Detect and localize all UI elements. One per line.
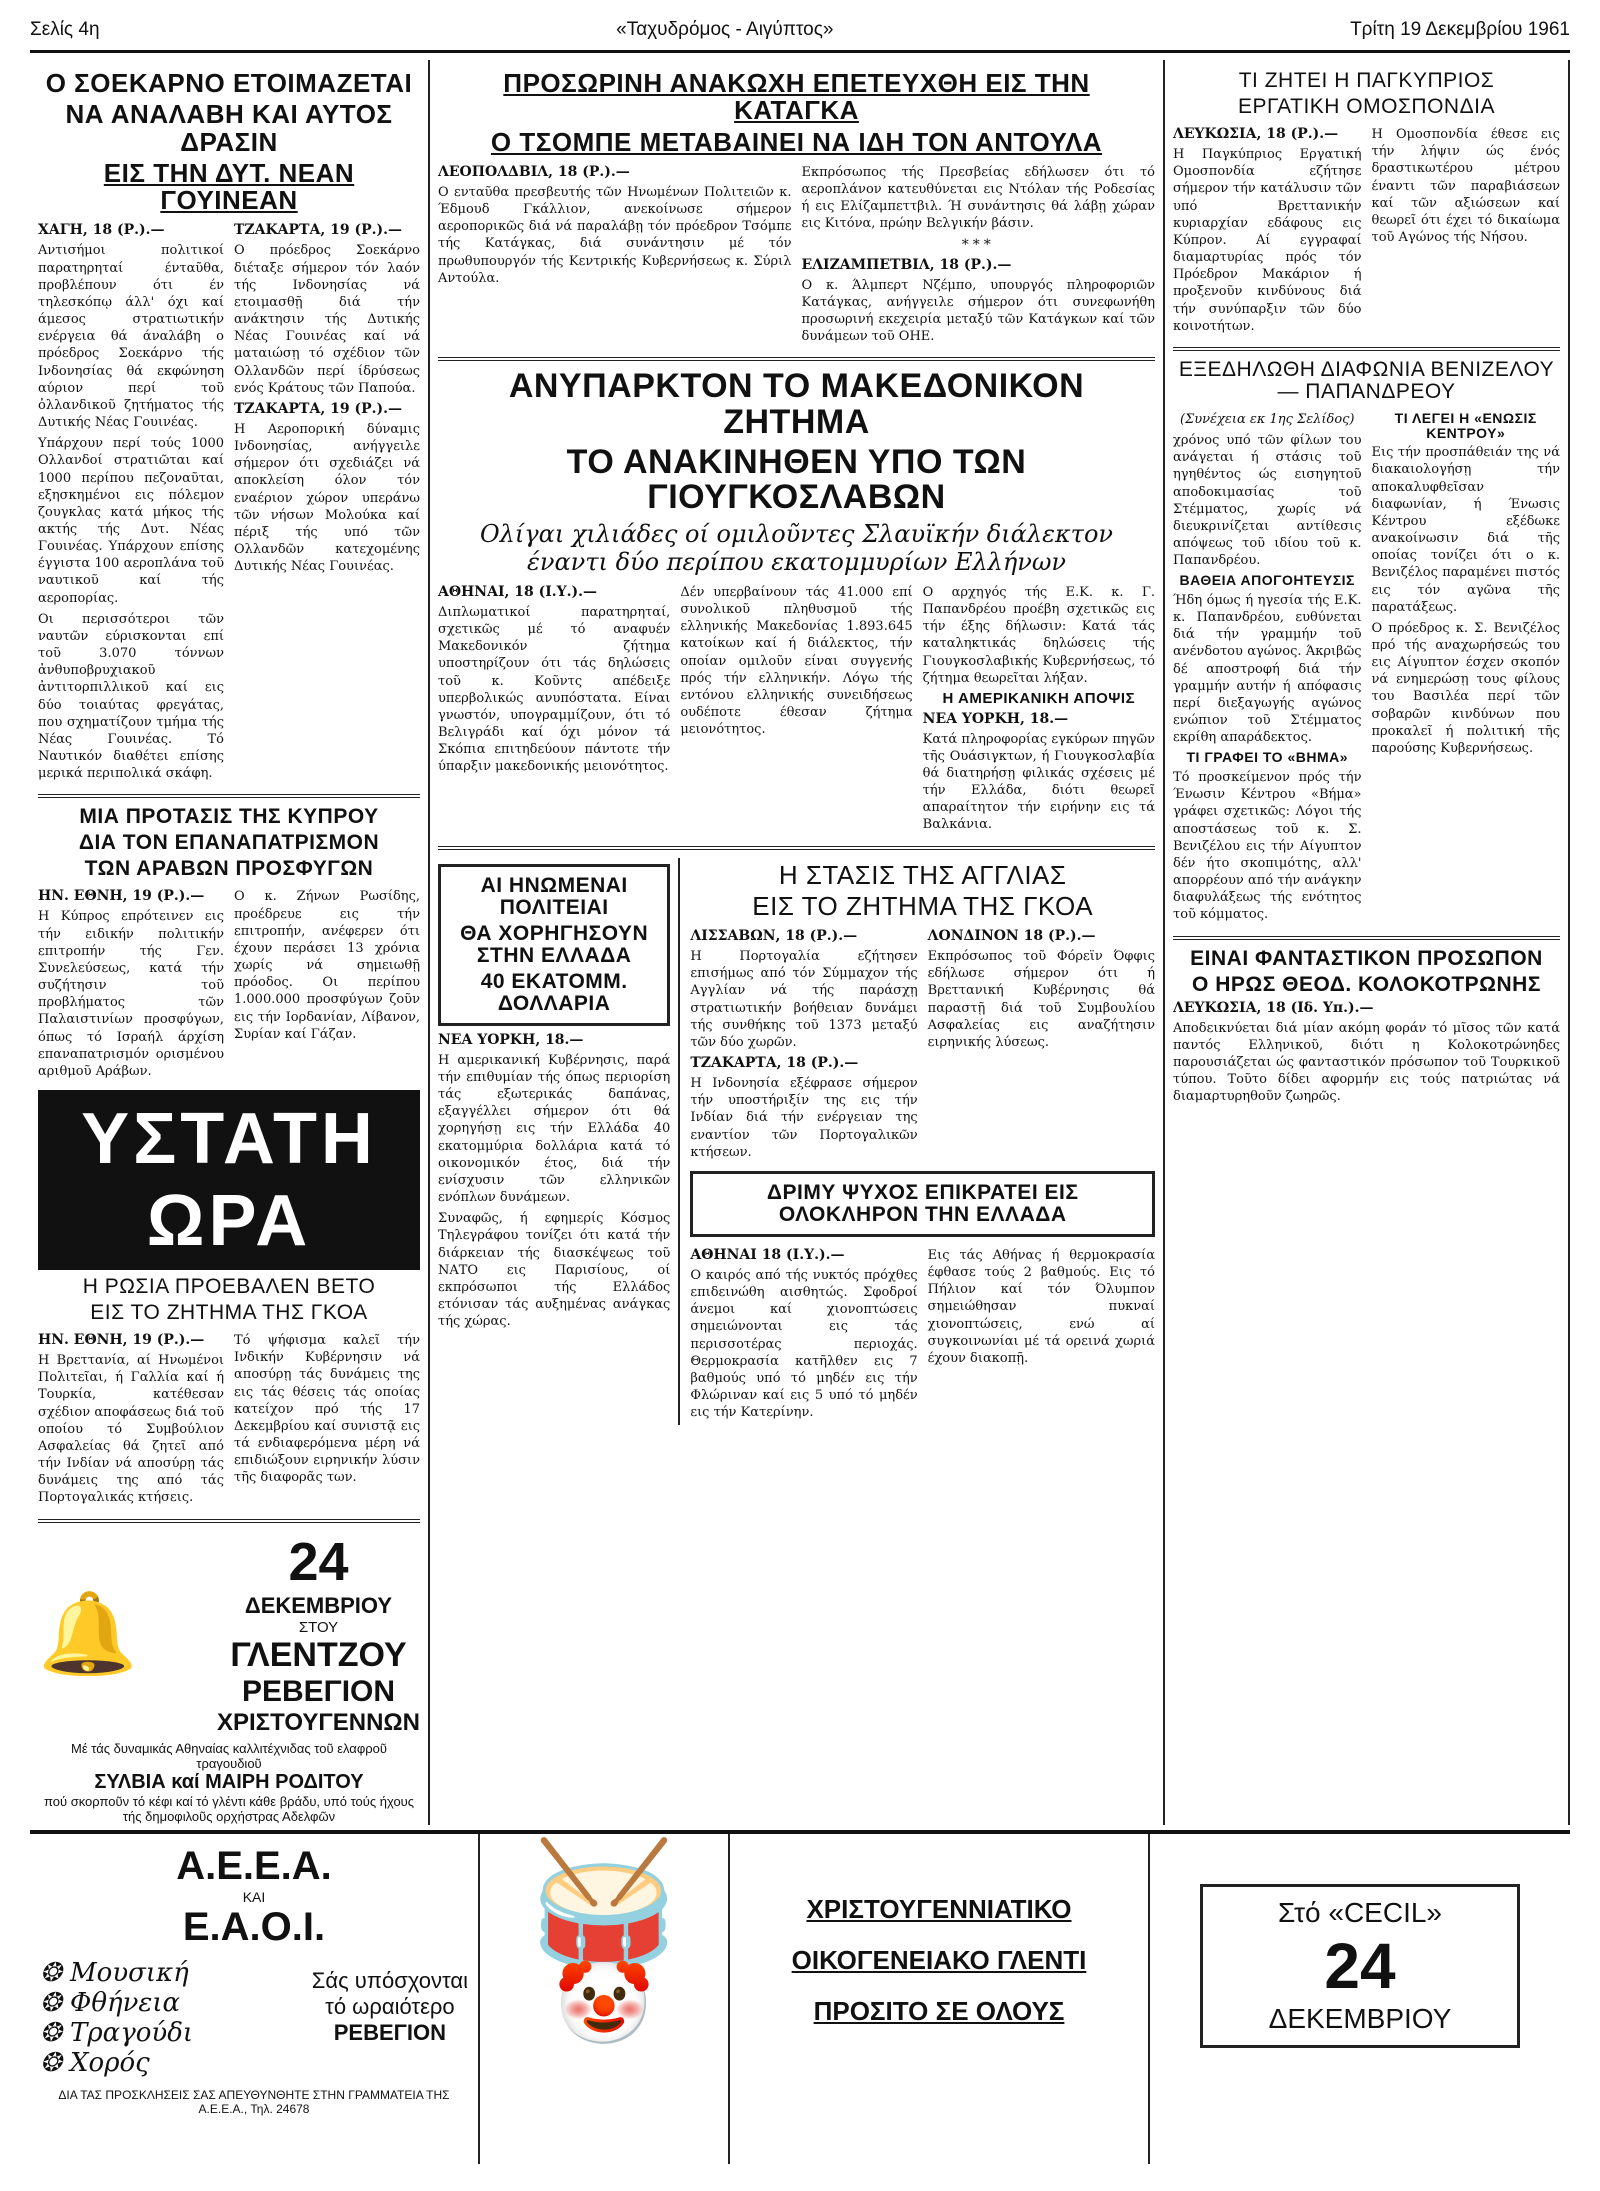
dateline: ΧΑΓΗ, 18 (Ρ.).— [38, 222, 165, 239]
ad-title: Α.Ε.Ε.Α. [176, 1844, 332, 1888]
headline-kolokotronis-2: Ο ΗΡΩΣ ΘΕΟΔ. ΚΟΛΟΚΟΤΡΩΝΗΣ [1192, 972, 1541, 996]
headline-england-goa-1: Η ΣΤΑΣΙΣ ΤΗΣ ΑΓΓΛΙΑΣ [778, 859, 1067, 890]
dateline: ΛΕΟΠΟΛΔΒΙΛ, 18 (Ρ.).— [438, 163, 630, 180]
article-text: Ήδη όμως ή ηγεσία τής Ε.Κ. κ. Παπανδρέου, ευθύνεται διά τήν γραμμήν τοῦ ανένδοτου αγώνος. Άκριβῶς δέ αποστροφή διά τήν γραμμήν αυτήν ή απόφασις περί διεξαγωγής αγώνος ενώπιον τοῦ Στέμματος εκρίθη απαράδεκτος. [1173, 593, 1362, 746]
article-text: Ο αρχηγός τής Ε.Κ. κ. Γ. Παπανδρέου προέβη σχετικῶς εις τήν έξης δήλωσιν: Κατά τάς καταληκτικάς δηλώσεις τής Γιουγκοσλαβικής Κυβερνήσεως, τό ζήτημα θεωρεῖται λήξαν. [922, 584, 1155, 686]
ad-text: πού σκορποῦν τό κέφι καί τό γλέντι κάθε βράδυ, υπό τούς ήχους τής δημοφιλοῦς ορχήστρας Αδελφῶν [43, 1793, 415, 1824]
family-party-advertisement [730, 1834, 1150, 2164]
article-text: Εις τάς Αθήνας ή θερμοκρασία έφθασε τούς 2 βαθμούς. Εις τό Πήλιον καί τόν Όλυμπον σημειώθησαν πυκναί χιονοπτώσεις, ενώ αί συγκοινωνίαι μέ τά ορεινά χωριά έχουν διακοπῇ. [927, 1247, 1156, 1366]
column-1 [30, 60, 430, 1825]
ad-item: ❂ Φθήνεια [40, 1988, 181, 2018]
paper-name: «Ταχυδρόμος - Αιγύπτος» [616, 19, 834, 40]
article-text: Δέν υπερβαίνουν τάς 41.000 επί συνολικοῦ πληθυσμοῦ τής ελληνικής Μακεδονίας 1.893.645 κατοίκων καί ή διάλεκτος, τήν οποίαν ομιλοῦν είναι συγγενής πρός τήν ελληνικήν. Λόγω τής εντόνου ελληνικής συνειδήσεως ουδέποτε έθεσαν ζήτημα μειονότητος. [680, 584, 913, 738]
separator: *** [961, 236, 995, 253]
article-text: Εκπρόσωπος τής Πρεσβείας εδήλωσεν ότι τό αεροπλάνον κατευθύνεται εις Ντόλαν τής Ροδεσίας ή εις Ελίζαμπεττβιλ. Ή συνάντησις θά λάβῃ χώραν εις Κιτόνα, πρώην Βελγικήν βάσιν. [801, 164, 1155, 232]
article-text: Υπάρχουν περί τούς 1000 Ολλανδοί στρατιῶται καί 1000 περίπου πεζοναῦται, εξησκημένοι εις πόλεμον ζουγκλας κατά μήκος τής ακτής τής Δυτ. Νέας Γουινέας. Υπάρχουν επίσης έγγιστα 100 αεροπλάνα τοῦ ναυτικοῦ καί τής αεροπορίας. [38, 436, 224, 606]
dateline: ΛΕΥΚΩΣΙΑ, 18 (Ιδ. Υπ.).— [1173, 999, 1374, 1016]
headline-usa-aid-1: ΑΙ ΗΝΩΜΕΝΑΙ ΠΟΛΙΤΕΙΑΙ [480, 873, 628, 919]
dateline: ΤΖΑΚΑΡΤΑ, 18 (Ρ.).— [690, 1055, 859, 1072]
article-text: Αποδεικνύεται διά μίαν ακόμη φοράν τό μῖσος τῶν κατά παντός Ελληνικοῦ, διότι η Κολοκοτρώνηδες παρουσιάζεται ώς φανταστικόν πρόσωπον τοῦ Τουρκικοῦ τύπου. Τοῦτο δίδει αφορμήν εις τούς πατριώτας νά διαμαρτυρηθοῦν ζωηρῶς. [1173, 1020, 1560, 1105]
column-4 [1165, 60, 1570, 1825]
headline-katanga-1: ΠΡΟΣΩΡΙΝΗ ΑΝΑΚΩΧΗ ΕΠΕΤΕΥΧΘΗ ΕΙΣ ΤΗΝ ΚΑΤΑΓΚΑ [503, 68, 1090, 126]
column-center [430, 60, 1165, 1825]
dateline: ΑΘΗΝΑΙ 18 (Ι.Υ.).— [690, 1246, 845, 1263]
ad-item: ❂ Μουσική [40, 1958, 189, 1988]
ad-offer: τό ωραιότερο [325, 1994, 455, 2019]
headline-veto-1: Η ΡΩΣΙΑ ΠΡΟΕΒΑΛΕΝ ΒΕΤΟ [82, 1275, 376, 1299]
article-text: Η Ινδονησία εξέφρασε σήμερον τήν υποστήριξίν της εις τήν Ινδίαν διά τήν ενέργειαν της εναντίον τῶν Πορτογαλικῶν κτήσεων. [690, 1076, 918, 1160]
subheading: ΒΑΘΕΙΑ ΑΠΟΓΟΗΤΕΥΣΙΣ [1179, 572, 1355, 589]
ad-item: ❂ Χορός [40, 2048, 150, 2078]
clown-icon: 🤡 [554, 1957, 654, 2050]
article-text: Αντισήμοι πολιτικοί παρατηρηταί ένταῦθα, προβλέπουν ότι έν τηλεσκόπῳ άλλ' όχι καί άμεσος στρατιωτικήν ενέργεια θά άναλάβη ο πρόεδρος Σοεκάρνο τής Ινδονησίας θά εκφώνηση αύριον περί τοῦ ὀλλανδικοῦ ζητήματος τής Δυτικής Νέας Γουινέας. [38, 243, 224, 431]
headline-venizelos-papandreou: ΕΞΕΔΗΛΩΘΗ ΔΙΑΦΩΝΙΑ ΒΕΝΙΖΕΛΟΥ — ΠΑΠΑΝΔΡΕΟΥ [1178, 357, 1555, 403]
headline-cold: ΔΡΙΜΥ ΨΥΧΟΣ ΕΠΙΚΡΑΤΕΙ ΕΙΣ ΟΛΟΚΛΗΡΟΝ ΤΗΝ ΕΛΛΑΔΑ [766, 1180, 1079, 1226]
article-text: Ο ενταῦθα πρεσβευτής τῶν Ηνωμένων Πολιτειῶν κ. Έδμουδ Γκάλλιον, ανεκοίνωσε σήμερον αεροπορικῶς διά νά παραλάβῃ τόν πρόεδρον Τσόμπε τής Κατάγκας, διά συνάντησιν μέ τόν πρωθυπουργόν τής Κεντρικής Κυβερνήσεως κ. Σύριλ Αντούλα. [438, 184, 792, 286]
ad-singers: ΣΥΛΒΙΑ καί ΜΑΙΡΗ ΡΟΔΙΤΟΥ [94, 1770, 364, 1793]
divider [1173, 936, 1560, 940]
article-text: Τό προσκείμενον πρός τήν Ένωσιν Κέντρου «Βήμα» γράφει σχετικῶς: Λόγοι τής αποστάσεως τοῦ κ. Σ. Βενιζέλου εις τήν Αίγυπτον δέν ήτο σκοπιμότης, αλλ' απορρέουν από τήν ανάγκην διαφυλάξεως τής ενότητος τοῦ κόμματος. [1173, 770, 1362, 923]
ad-offer: Σάς υπόσχονται [311, 1968, 468, 1993]
headline-veto-2: ΕΙΣ ΤΟ ΖΗΤΗΜΑ ΤΗΣ ΓΚΟΑ [90, 1301, 368, 1325]
headline-cyprus-3: ΤΩΝ ΑΡΑΒΩΝ ΠΡΟΣΦΥΓΩΝ [84, 857, 374, 881]
article-text: Εκπρόσωπος τοῦ Φόρεϊν Όφφις εδήλωσε σήμερον ότι ή Βρεττανική Κυβέρνησις θά παραστῇ διά τοῦ Συμβουλίου Ασφαλείας εις αναζήτησιν ειρηνικής λύσεως. [927, 949, 1156, 1050]
article-text: Η Πορτογαλία εζήτησεν επισήμως από τόν Σύμμαχον τής Αγγλίαν νά τής παράσχῃ στρατιωτικήν βοήθειαν δυνάμει τής συνθήκης τοῦ 1373 μεταξύ τῶν δύο χωρῶν. [690, 949, 918, 1050]
article-text: Συναφῶς, ή εφημερίς Κόσμος Τηλεγράφου τονίζει ότι κατά τήν διάρκειαν τής διασκέψεως τοῦ ΝΑΤΟ εις Παρισίους, οί εκπρόσωποι τής Ελλάδος ετόνισαν τάς αυξημένας ανάγκας τής χώρας. [438, 1211, 671, 1330]
headline-usa-aid-2: ΘΑ ΧΟΡΗΓΗΣΟΥΝ ΣΤΗΝ ΕΛΛΑΔΑ [460, 921, 649, 967]
dateline: ΑΘΗΝΑΙ, 18 (Ι.Υ.).— [438, 583, 598, 600]
ad-line: ΟΙΚΟΓΕΝΕΙΑΚΟ ΓΛΕΝΤΙ [791, 1945, 1087, 1975]
issue-date: Τρίτη 19 Δεκεμβρίου 1961 [1350, 19, 1570, 40]
dateline: ΗΝ. ΕΘΝΗ, 19 (Ρ.).— [38, 888, 205, 905]
article-text: Διπλωματικοί παρατηρηταί, σχετικῶς μέ τό αναφυέν Μακεδονικόν ζήτημα υποστηρίζουν ότι τάς δηλώσεις τοῦ κ. Κοῦντς απέδειξε υπερβολικώς ανυπόστατα. Είναι γνωστόν, υπογραμμίζουν, ότι τό Βελιγράδι καί όχι μόνον τά Σκόπια επιτηδεύουν πάντοτε τήν ύπαρξιν μακεδονικής μειονότητος. [438, 604, 671, 775]
ad-at: ΣΤΟΥ [298, 1618, 339, 1636]
headline-sukarno-2: ΝΑ ΑΝΑΛΑΒΗ ΚΑΙ ΑΥΤΟΣ ΔΡΑΣΙΝ [65, 99, 393, 157]
dateline: ΛΟΝΔΙΝΟΝ 18 (Ρ.).— [927, 928, 1096, 945]
article-text: χρόνος υπό τῶν φίλων του ανάγεται ή στάσις τοῦ ηγηθέντος ώς εισηγητοῦ αποδοκιμασίας τοῦ Στέμματος, χωρίς νά διευκρινίζεται αντίθεσις απόψεως τοῦ ιδίου τοῦ κ. Παπανδρέου. [1173, 433, 1362, 569]
dateline: ΗΝ. ΕΘΝΗ, 19 (Ρ.).— [38, 1332, 205, 1349]
dateline: ΕΛΙΖΑΜΠΕΤΒΙΛ, 18 (Ρ.).— [801, 256, 1012, 273]
ad-day: 24 [288, 1531, 349, 1592]
masthead [30, 10, 1570, 53]
aeea-advertisement [30, 1834, 480, 2164]
ad-and: ΚΑΙ [242, 1889, 266, 1905]
ad-band [38, 1824, 420, 1825]
ad-footer: ΔΙΑ ΤΑΣ ΠΡΟΣΚΛΗΣΕΙΣ ΣΑΣ ΑΠΕΥΘΥΝΘΗΤΕ ΣΤΗΝ ΓΡΑΜΜΑΤΕΙΑ ΤΗΣ Α.Ε.Ε.Α., Τηλ. 24678 [58, 2088, 450, 2116]
ad-event-2: ΧΡΙΣΤΟΥΓΕΝΝΩΝ [217, 1708, 420, 1736]
ad-place: ΓΛΕΝΤΖΟΥ [230, 1635, 407, 1674]
divider [438, 846, 1155, 850]
headline-england-goa-2: ΕΙΣ ΤΟ ΖΗΤΗΜΑ ΤΗΣ ΓΚΟΑ [752, 890, 1094, 921]
dateline: ΛΕΥΚΩΣΙΑ, 18 (Ρ.).— [1173, 126, 1339, 143]
article-text: Η Βρεττανία, αί Ηνωμένοι Πολιτεῖαι, ή Γαλλία καί ή Τουρκία, κατέθεσαν σχέδιον αποφάσεως διά τοῦ οποίου τό Συμβούλιον Ασφαλείας θά ζητεῖ από τήν Ινδίαν νά αποσύρῃ τάς δυνάμεις της από τάς Πορτογαλικάς κτήσεις. [38, 1353, 224, 1506]
headline-macedonia-1: ΑΝΥΠΑΡΚΤΟΝ ΤΟ ΜΑΚΕΔΟΝΙΚΟΝ ΖΗΤΗΜΑ [508, 367, 1085, 441]
ad-month: ΔΕΚΕΜΒΡΙΟΥ [1268, 2003, 1452, 2034]
headline-pancyprian-2: ΕΡΓΑΤΙΚΗ ΟΜΟΣΠΟΝΔΙΑ [1238, 95, 1495, 119]
ad-item: ❂ Τραγούδι [40, 2018, 194, 2048]
article-text: Η Ομοσπονδία έθεσε εις τήν λήψιν ώς ένός δραστικωτέρου μέτρου έναντι τῶν παραβιάσεων καί τῶν αξιώσεων καί θεωρεῖ ότι έχει τό δικαίωμα τοῦ Αγώνος τής Νήσου. [1371, 127, 1560, 246]
article-text: Η Αεροπορική δύναμις Ινδονησίας, ανήγγειλε σήμερον ότι σχεδιάζει νά αποκλείση όλον τόν εναέριον χώρον υπεράνω τῶν νήσων Μολούκα καί πέριξ τής υπό τῶν Ολλανδῶν κατεχομένης Δυτικής Νέας Γουινέας. [234, 421, 420, 575]
ad-line: ΠΡΟΣΙΤΟ ΣΕ ΟΛΟΥΣ [813, 1996, 1065, 2026]
headline-usa-aid-3: 40 ΕΚΑΤΟΜΜ. ΔΟΛΛΑΡΙΑ [480, 969, 628, 1015]
page-number: Σελίς 4η [30, 19, 100, 40]
article-text: Η Παγκύπριος Εργατική Ομοσπονδία εζήτησε σήμερον τήν κατάλυσιν τῶν υπό Βρεττανικήν κυριαρχίαν εδάφους εις Κύπρον. Αί εγγραφαί διαμαρτυρίας πρός τόν Πρόεδρον Μακάριον ή προξενοῦν κινδύνους διά τήν συνύπαρξιν τῶν δύο κοινοτήτων. [1173, 147, 1362, 334]
clown-illustration [480, 1834, 730, 2164]
bells-icon: 🔔 [38, 1588, 138, 1678]
headline-kolokotronis-1: ΕΙΝΑΙ ΦΑΝΤΑΣΤΙΚΟΝ ΠΡΟΣΩΠΟΝ [1190, 946, 1543, 970]
ad-text: Μέ τάς δυναμικάς Αθηναίας καλλιτέχνιδας τοῦ ελαφροῦ τραγουδιοῦ [71, 1740, 387, 1771]
headline-cyprus-1: ΜΙΑ ΠΡΟΤΑΣΙΣ ΤΗΣ ΚΥΠΡΟΥ [79, 805, 379, 829]
headline-macedonia-2: ΤΟ ΑΝΑΚΙΝΗΘΕΝ ΥΠΟ ΤΩΝ ΓΙΟΥΓΚΟΣΛΑΒΩΝ [566, 442, 1027, 517]
article-text: Η Κύπρος επρότεινεν εις τήν ειδικήν πολιτικήν επιτροπήν τής Γεν. Συνελεύσεως, κατά τήν συζήτησιν τοῦ προβλήματος τῶν Παλαιστινίων προσφύγων, όπως τό Ισραήλ άρχίση επαναπατρισμόν ορισμένου αριθμοῦ Αράβων. [38, 909, 224, 1079]
article-text: Κατά πληροφορίας εγκύρων πηγῶν τῆς Ουάσιγκτων, ή Γιουγκοσλαβία θά διατηρήσῃ φιλικάς σχέσεις μέ τήν Ελλάδα, διότι θεωρεῖ απαραίτητον τήν ειρήνην εις τά Βαλκάνια. [922, 731, 1155, 833]
headline-katanga-2: Ο ΤΣΟΜΠΕ ΜΕΤΑΒΑΙΝΕΙ ΝΑ ΙΔΗ ΤΟΝ ΑΝΤΟΥΛΑ [490, 126, 1103, 157]
headline-cyprus-2: ΔΙΑ ΤΟΝ ΕΠΑΝΑΠΑΤΡΙΣΜΟΝ [78, 831, 380, 855]
bottom-advertisements [30, 1830, 1570, 2164]
article-text: Τό ψήφισμα καλεῖ τήν Ινδικήν Κυβέρνησιν νά αποσύρῃ τάς δυνάμεις της εις τάς θέσεις τάς οποίας κατείχον πρό τής 17 Δεκεμβρίου καί συνιστᾷ εις τά ενδιαφερόμενα μέρη νά επιδιώξουν ειρηνικήν λύσιν τῆς διαφορᾶς των. [234, 1333, 420, 1486]
ad-event-1: ΡΕΒΕΓΙΟΝ [241, 1674, 396, 1708]
subheading: ΤΙ ΓΡΑΦΕΙ ΤΟ «ΒΗΜΑ» [1186, 749, 1349, 766]
clown-drummer-icon: 🥁 [529, 1834, 679, 1973]
headline-sukarno-1: Ο ΣΟΕΚΑΡΝΟ ΕΤΟΙΜΑΖΕΤΑΙ [45, 68, 413, 98]
dateline: ΛΙΣΣΑΒΩΝ, 18 (Ρ.).— [690, 928, 858, 945]
ad-day: 24 [1324, 1930, 1396, 2002]
ad-title: Ε.Α.Ο.Ι. [182, 1905, 326, 1949]
ad-month: ΔΕΚΕΜΒΡΙΟΥ [244, 1592, 393, 1618]
ad-item-list [40, 1958, 193, 2078]
headline-pancyprian-1: ΤΙ ΖΗΤΕΙ Η ΠΑΓΚΥΠΡΙΟΣ [1238, 69, 1495, 92]
article-text: Ο καιρός από τής νυκτός πρόχθες επιδεινώθη αισθητώς. Σφοδροί άνεμοι καί χιονοπτώσεις σημειώνονται εις τάς περισσοτέρας περιοχάς. Θερμοκρασία κατῆλθεν εις 7 βαθμούς υπό τό μηδέν εις τήν Φλώριναν καί εις 5 υπό τό μηδέν εις τήν Κατερίνην. [690, 1267, 918, 1421]
headline-sukarno-3: ΕΙΣ ΤΗΝ ΔΥΤ. ΝΕΑΝ ΓΟΥΙΝΕΑΝ [103, 157, 355, 216]
cecil-advertisement [1150, 1834, 1570, 2164]
divider [38, 1519, 420, 1523]
divider [1173, 347, 1560, 351]
article-text: Ο πρόεδρος κ. Σ. Βενιζέλος πρό τής αναχωρήσεώς του εις Αίγυπτον έσχεν σκοπόν νά ενημερώσῃ τους φίλους του Βασιλέα περί τῶν σοβαρῶν κινδύνων που προκαλεῖ ή πολιτική τῆς παρούσης Κυβερνήσεως. [1371, 620, 1560, 756]
cold-headline-box [690, 1171, 1155, 1237]
divider [438, 357, 1155, 361]
article-text: Ο κ. Άλμπερτ Νζέμπο, υπουργός πληροφοριῶν Κατάγκας, ανήγγειλε σήμερον ότι συνεφωνήθη προσωρινή εκεχειρία μεταξύ τῶν Κατάγκων καί τῶν δυνάμεων τοῦ ΟΗΕ. [801, 277, 1155, 344]
usa-aid-headline-box [438, 864, 670, 1026]
article-text: Εις τήν προσπάθειάν της νά διακαιολογήσῃ τήν αποκαλυφθεῖσαν διαφωνίαν, ή Ένωσις Κέντρου εξέδωκε ανακοίνωσιν διά τῆς οποίας τονίζει ότι ο κ. Βενιζέλος παραμένει πιστός εις τόν αγῶνα τῆς παρατάξεως. [1371, 445, 1560, 615]
ad-line: ΧΡΙΣΤΟΥΓΕΝΝΙΑΤΙΚΟ [806, 1894, 1072, 1924]
article-text: Οι περισσότεροι τῶν ναυτῶν εύρισκονται επί τοῦ 3.070 τόννων ἀνθυποβρυχιακοῦ ἀντιτορπιλλικοῦ καί εις δύο τοιαύτας φρεγάτας, που σχηματίζουν τμήμα τής Νέας Γουινέας. Τό Ναυτικόν διαθέτει επίσης μερικά περιπολικά σκάφη. [38, 611, 224, 782]
headline-macedonia-sub: Ολίγαι χιλιάδες οί ομιλοῦντες Σλαυϊκήν διάλεκτον έναντι δύο περίπου εκατομμυρίων Ελλήνων [479, 519, 1113, 576]
continuation-note: (Συνέχεια εκ 1ης Σελίδος) [1179, 411, 1355, 427]
subheading: ΤΙ ΛΕΓΕΙ Η «ΕΝΩΣΙΣ ΚΕΝΤΡΟΥ» [1394, 409, 1537, 441]
dateline: ΤΖΑΚΑΡΤΑ, 19 (Ρ.).— [234, 222, 402, 239]
glentzos-advertisement [38, 1531, 420, 1825]
ad-offer: ΡΕΒΕΓΙΟΝ [333, 2020, 446, 2045]
dateline: ΝΕΑ ΥΟΡΚΗ, 18.— [922, 710, 1069, 727]
subheading-american-view: Η ΑΜΕΡΙΚΑΝΙΚΗ ΑΠΟΨΙΣ [942, 689, 1136, 707]
last-hour-banner: ΥΣΤΑΤΗ ΩΡΑ [38, 1090, 420, 1270]
ad-line: Στό «CECIL» [1278, 1897, 1442, 1928]
article-text: Ο κ. Ζήνων Ρωσίδης, προέδρευε εις τήν επιτροπήν, ανέφερεν ότι έχουν περάσει 13 χρόνια χωρίς νά σημειωθῇ πρόοδος. Οι περίπου 1.000.000 προσφύγων ζοῦν εις τήν Ιορδανίαν, Λίβανον, Συρίαν καί Γάζαν. [234, 889, 420, 1042]
article-text: Ο πρόεδρος Σοεκάρνο διέταξε σήμερον τόν λαόν τής Ινδονησίας νά ετοιμασθῇ διά τήν ανάκτησιν τής Δυτικής Νέας Γουινέας καί νά ματαιώσῃ τό σχέδιον τῶν Ολλανδῶν περί ίδρύσεως ενός Κράτους τῶν Παπούα. [234, 243, 420, 396]
article-text: Η αμερικανική Κυβέρνησις, παρά τήν επιθυμίαν τής όπως περιορίση τάς εξωτερικάς δαπάνας, εξαγγέλλει σήμερον ότι θά χορηγήσῃ εις τήν Ελλάδα 40 εκατομμύρια δολλάρια κατά τό οικονομικόν έτος, διά τήν ενίσχυσιν τῶν ελληνικῶν ενόπλων δυνάμεων. [438, 1052, 671, 1206]
divider [38, 794, 420, 798]
dateline: ΤΖΑΚΑΡΤΑ, 19 (Ρ.).— [234, 400, 402, 417]
dateline: ΝΕΑ ΥΟΡΚΗ, 18.— [438, 1031, 584, 1048]
